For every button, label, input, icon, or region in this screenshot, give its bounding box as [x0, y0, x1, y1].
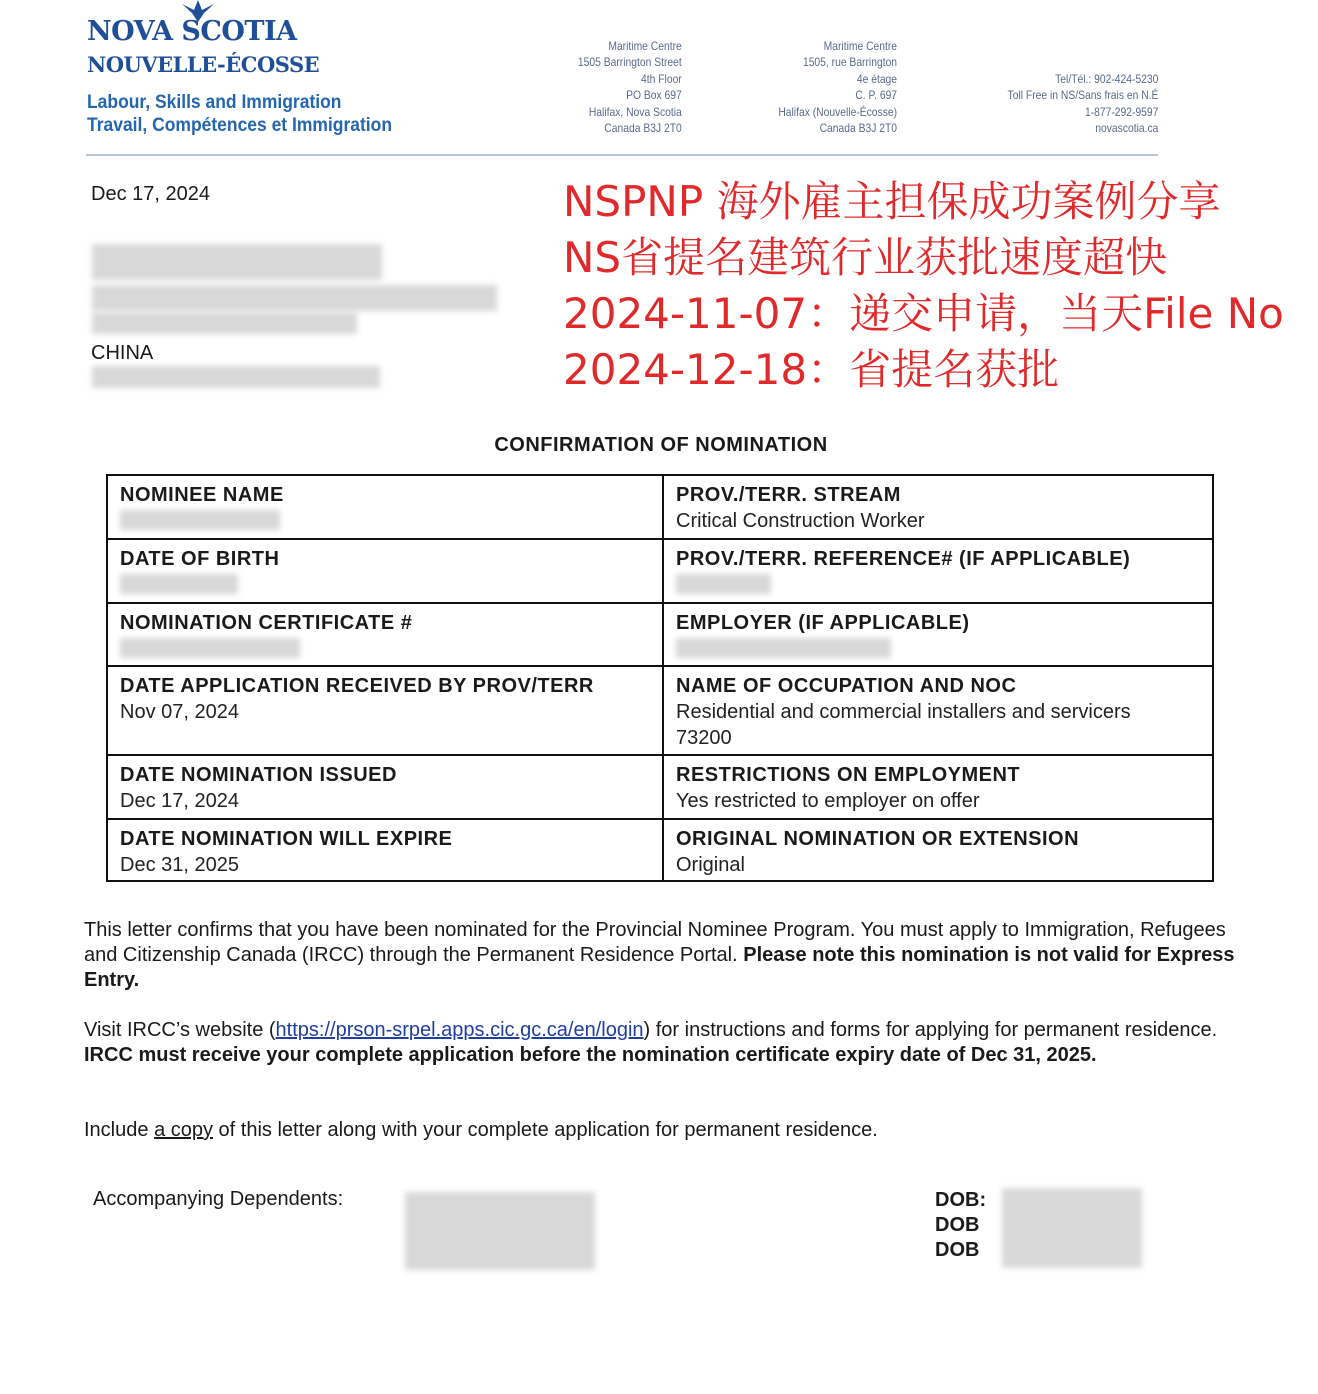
- issued-date-cell: DATE NOMINATION ISSUED Dec 17, 2024: [107, 755, 663, 819]
- dob-label-2: DOB: [935, 1214, 980, 1236]
- redacted-certificate-number: [120, 638, 300, 658]
- table-row: [107, 539, 1213, 603]
- table-row: [107, 603, 1213, 666]
- paragraph-ircc-website: Visit IRCC’s website (https://prson-srpel.apps.cic.gc.ca/en/login) for instructions and forms for applying for permanent residence. IRCC must receive your complete application before the nomination certificate expiry date of Dec 31, 2025.: [84, 1019, 1218, 1066]
- dob-label-3: DOB: [935, 1239, 980, 1261]
- redacted-nominee-name: [120, 510, 280, 530]
- document-heading: CONFIRMATION OF NOMINATION: [494, 434, 828, 456]
- table-row: [107, 666, 1213, 755]
- dob-label-1: DOB:: [935, 1189, 987, 1211]
- redacted-recipient-address: [92, 285, 497, 311]
- redacted-reference: [676, 574, 771, 594]
- table-row: [107, 755, 1213, 819]
- accompanying-dependents-label: Accompanying Dependents:: [93, 1188, 344, 1210]
- paragraph-confirmation: This letter confirms that you have been nominated for the Provincial Nominee Program. You must apply to Immigration, Refugees and Citizenship Canada (IRCC) through the Permanent Residence Portal. Please note this nomination is not valid for Express Entry.: [84, 919, 1235, 991]
- nomination-table: [106, 474, 1214, 882]
- stream-cell: PROV./TERR. STREAM Critical Construction Worker: [663, 475, 1213, 539]
- redacted-recipient-postal: [92, 366, 380, 388]
- recipient-country: CHINA: [91, 342, 154, 364]
- redacted-employer: [676, 638, 891, 658]
- expiry-date-cell: DATE NOMINATION WILL EXPIRE Dec 31, 2025: [107, 819, 663, 881]
- department-name-fr: Travail, Compétences et Immigration: [87, 115, 393, 136]
- case-share-overlay: [563, 174, 1284, 398]
- reference-cell: PROV./TERR. REFERENCE# (IF APPLICABLE): [663, 539, 1213, 603]
- logo-nouvelle-ecosse: NOUVELLE-ÉCOSSE: [87, 52, 320, 77]
- employer-cell: EMPLOYER (IF APPLICABLE): [663, 603, 1213, 666]
- redacted-recipient-name: [92, 244, 382, 280]
- overlay-line-2: NS省提名建筑行业获批速度超快: [563, 233, 1168, 282]
- restrictions-cell: RESTRICTIONS ON EMPLOYMENT Yes restricted to employer on offer: [663, 755, 1213, 819]
- letter-date: Dec 17, 2024: [91, 183, 210, 205]
- original-extension-cell: ORIGINAL NOMINATION OR EXTENSION Original: [663, 819, 1213, 881]
- contact-info: Tel/Tél.: 902-424-5230 Toll Free in NS/Sans frais en N.É 1-877-292-9597 novascotia.ca: [1007, 72, 1158, 136]
- date-of-birth-cell: DATE OF BIRTH: [107, 539, 663, 603]
- overlay-line-3: 2024-11-07：递交申请，当天File No: [563, 289, 1284, 338]
- table-row: [107, 475, 1213, 539]
- address-french: Maritime Centre 1505, rue Barrington 4e étage C. P. 697 Halifax (Nouvelle-Écosse) Canada B3J 2T0: [778, 39, 897, 135]
- received-date-cell: DATE APPLICATION RECEIVED BY PROV/TERR Nov 07, 2024: [107, 666, 663, 755]
- logo-nova-scotia: NOVA SCOTIA: [87, 16, 297, 47]
- certificate-cell: NOMINATION CERTIFICATE #: [107, 603, 663, 666]
- overlay-line-4: 2024-12-18：省提名获批: [563, 345, 1060, 394]
- ircc-portal-link[interactable]: https://prson-srpel.apps.cic.gc.ca/en/login: [275, 1019, 644, 1041]
- redacted-dependent-dobs: [1002, 1188, 1142, 1268]
- occupation-cell: NAME OF OCCUPATION AND NOC Residential and commercial installers and servicers 73200: [663, 666, 1213, 755]
- nominee-name-cell: NOMINEE NAME: [107, 475, 663, 539]
- address-english: Maritime Centre 1505 Barrington Street 4th Floor PO Box 697 Halifax, Nova Scotia Canada B3J 2T0: [578, 39, 682, 135]
- overlay-line-1: NSPNP 海外雇主担保成功案例分享: [563, 177, 1221, 226]
- header-divider: [86, 154, 1158, 156]
- redacted-date-of-birth: [120, 574, 238, 594]
- redacted-recipient-city: [92, 312, 357, 334]
- redacted-dependents: [405, 1192, 595, 1270]
- table-row: [107, 819, 1213, 881]
- paragraph-include-copy: Include a copy of this letter along with your complete application for permanent residence.: [84, 1119, 878, 1141]
- department-name-en: Labour, Skills and Immigration: [87, 92, 342, 113]
